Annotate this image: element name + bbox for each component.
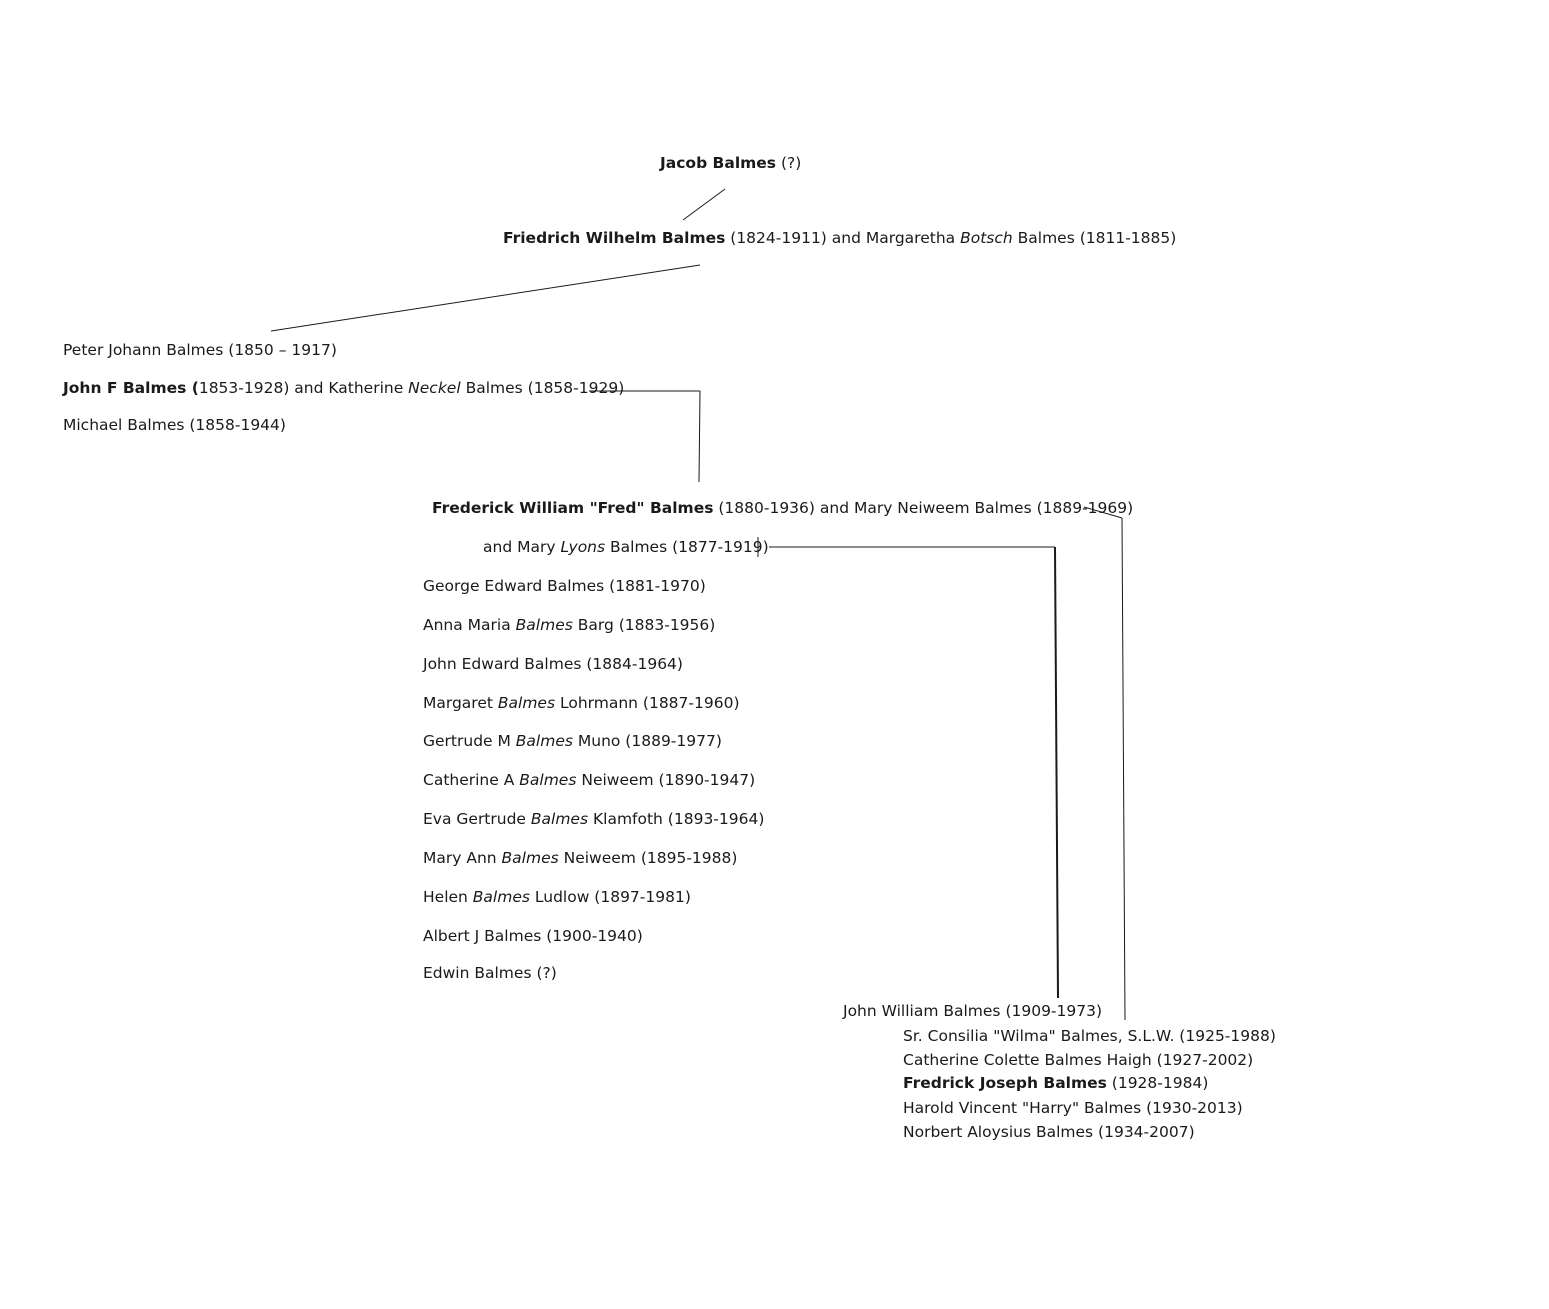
mary-lyons-to-john-william-line	[1055, 547, 1058, 998]
person-name: Friedrich Wilhelm Balmes	[503, 229, 726, 247]
person-mary-lyons: and Mary Lyons Balmes (1877-1919)	[483, 538, 769, 556]
person-name: Frederick William "Fred" Balmes	[432, 499, 714, 517]
fred-to-children-line	[1122, 518, 1125, 1020]
john-f-to-fred-line	[699, 391, 700, 482]
sibling-entry: Helen Balmes Ludlow (1897-1981)	[423, 888, 691, 906]
person-peter: Peter Johann Balmes (1850 – 1917)	[63, 341, 337, 359]
person-john-william: John William Balmes (1909-1973)	[843, 1002, 1103, 1020]
child-entry: Norbert Aloysius Balmes (1934-2007)	[903, 1123, 1195, 1141]
jacob-to-friedrich-line	[683, 189, 725, 220]
person-friedrich: Friedrich Wilhelm Balmes (1824-1911) and Margaretha Botsch Balmes (1811-1885)	[503, 229, 1177, 247]
sibling-entry: Gertrude M Balmes Muno (1889-1977)	[423, 732, 722, 750]
person-john-f: John F Balmes (1853-1928) and Katherine Neckel Balmes (1858-1929)	[63, 379, 625, 397]
child-entry: Catherine Colette Balmes Haigh (1927-2002)	[903, 1051, 1254, 1069]
child-entry: Harold Vincent "Harry" Balmes (1930-2013)	[903, 1099, 1243, 1117]
sibling-entry: Anna Maria Balmes Barg (1883-1956)	[423, 616, 716, 634]
sibling-entry: Edwin Balmes (?)	[423, 964, 557, 982]
sibling-entry: Margaret Balmes Lohrmann (1887-1960)	[423, 694, 740, 712]
sibling-entry: Mary Ann Balmes Neiweem (1895-1988)	[423, 849, 738, 867]
child-entry: Fredrick Joseph Balmes (1928-1984)	[903, 1074, 1209, 1092]
maiden-name: Neckel	[408, 379, 461, 397]
sibling-entry: Catherine A Balmes Neiweem (1890-1947)	[423, 771, 756, 789]
person-fred: Frederick William "Fred" Balmes (1880-1936) and Mary Neiweem Balmes (1889-1969)	[432, 499, 1134, 517]
sibling-entry: Eva Gertrude Balmes Klamfoth (1893-1964)	[423, 810, 765, 828]
person-name: Jacob Balmes	[660, 154, 777, 172]
sibling-entry: Albert J Balmes (1900-1940)	[423, 927, 643, 945]
maiden-name: Lyons	[560, 538, 606, 556]
sibling-entry: John Edward Balmes (1884-1964)	[423, 655, 683, 673]
friedrich-to-children-line	[271, 265, 700, 331]
person-name: John F Balmes (	[63, 379, 199, 397]
person-dates: (?)	[776, 154, 802, 172]
person-jacob	[660, 153, 801, 173]
sibling-entry: George Edward Balmes (1881-1970)	[423, 577, 706, 595]
child-entry: Sr. Consilia "Wilma" Balmes, S.L.W. (1925-1988)	[903, 1027, 1276, 1045]
person-michael: Michael Balmes (1858-1944)	[63, 416, 286, 434]
maiden-name: Botsch	[960, 229, 1013, 247]
